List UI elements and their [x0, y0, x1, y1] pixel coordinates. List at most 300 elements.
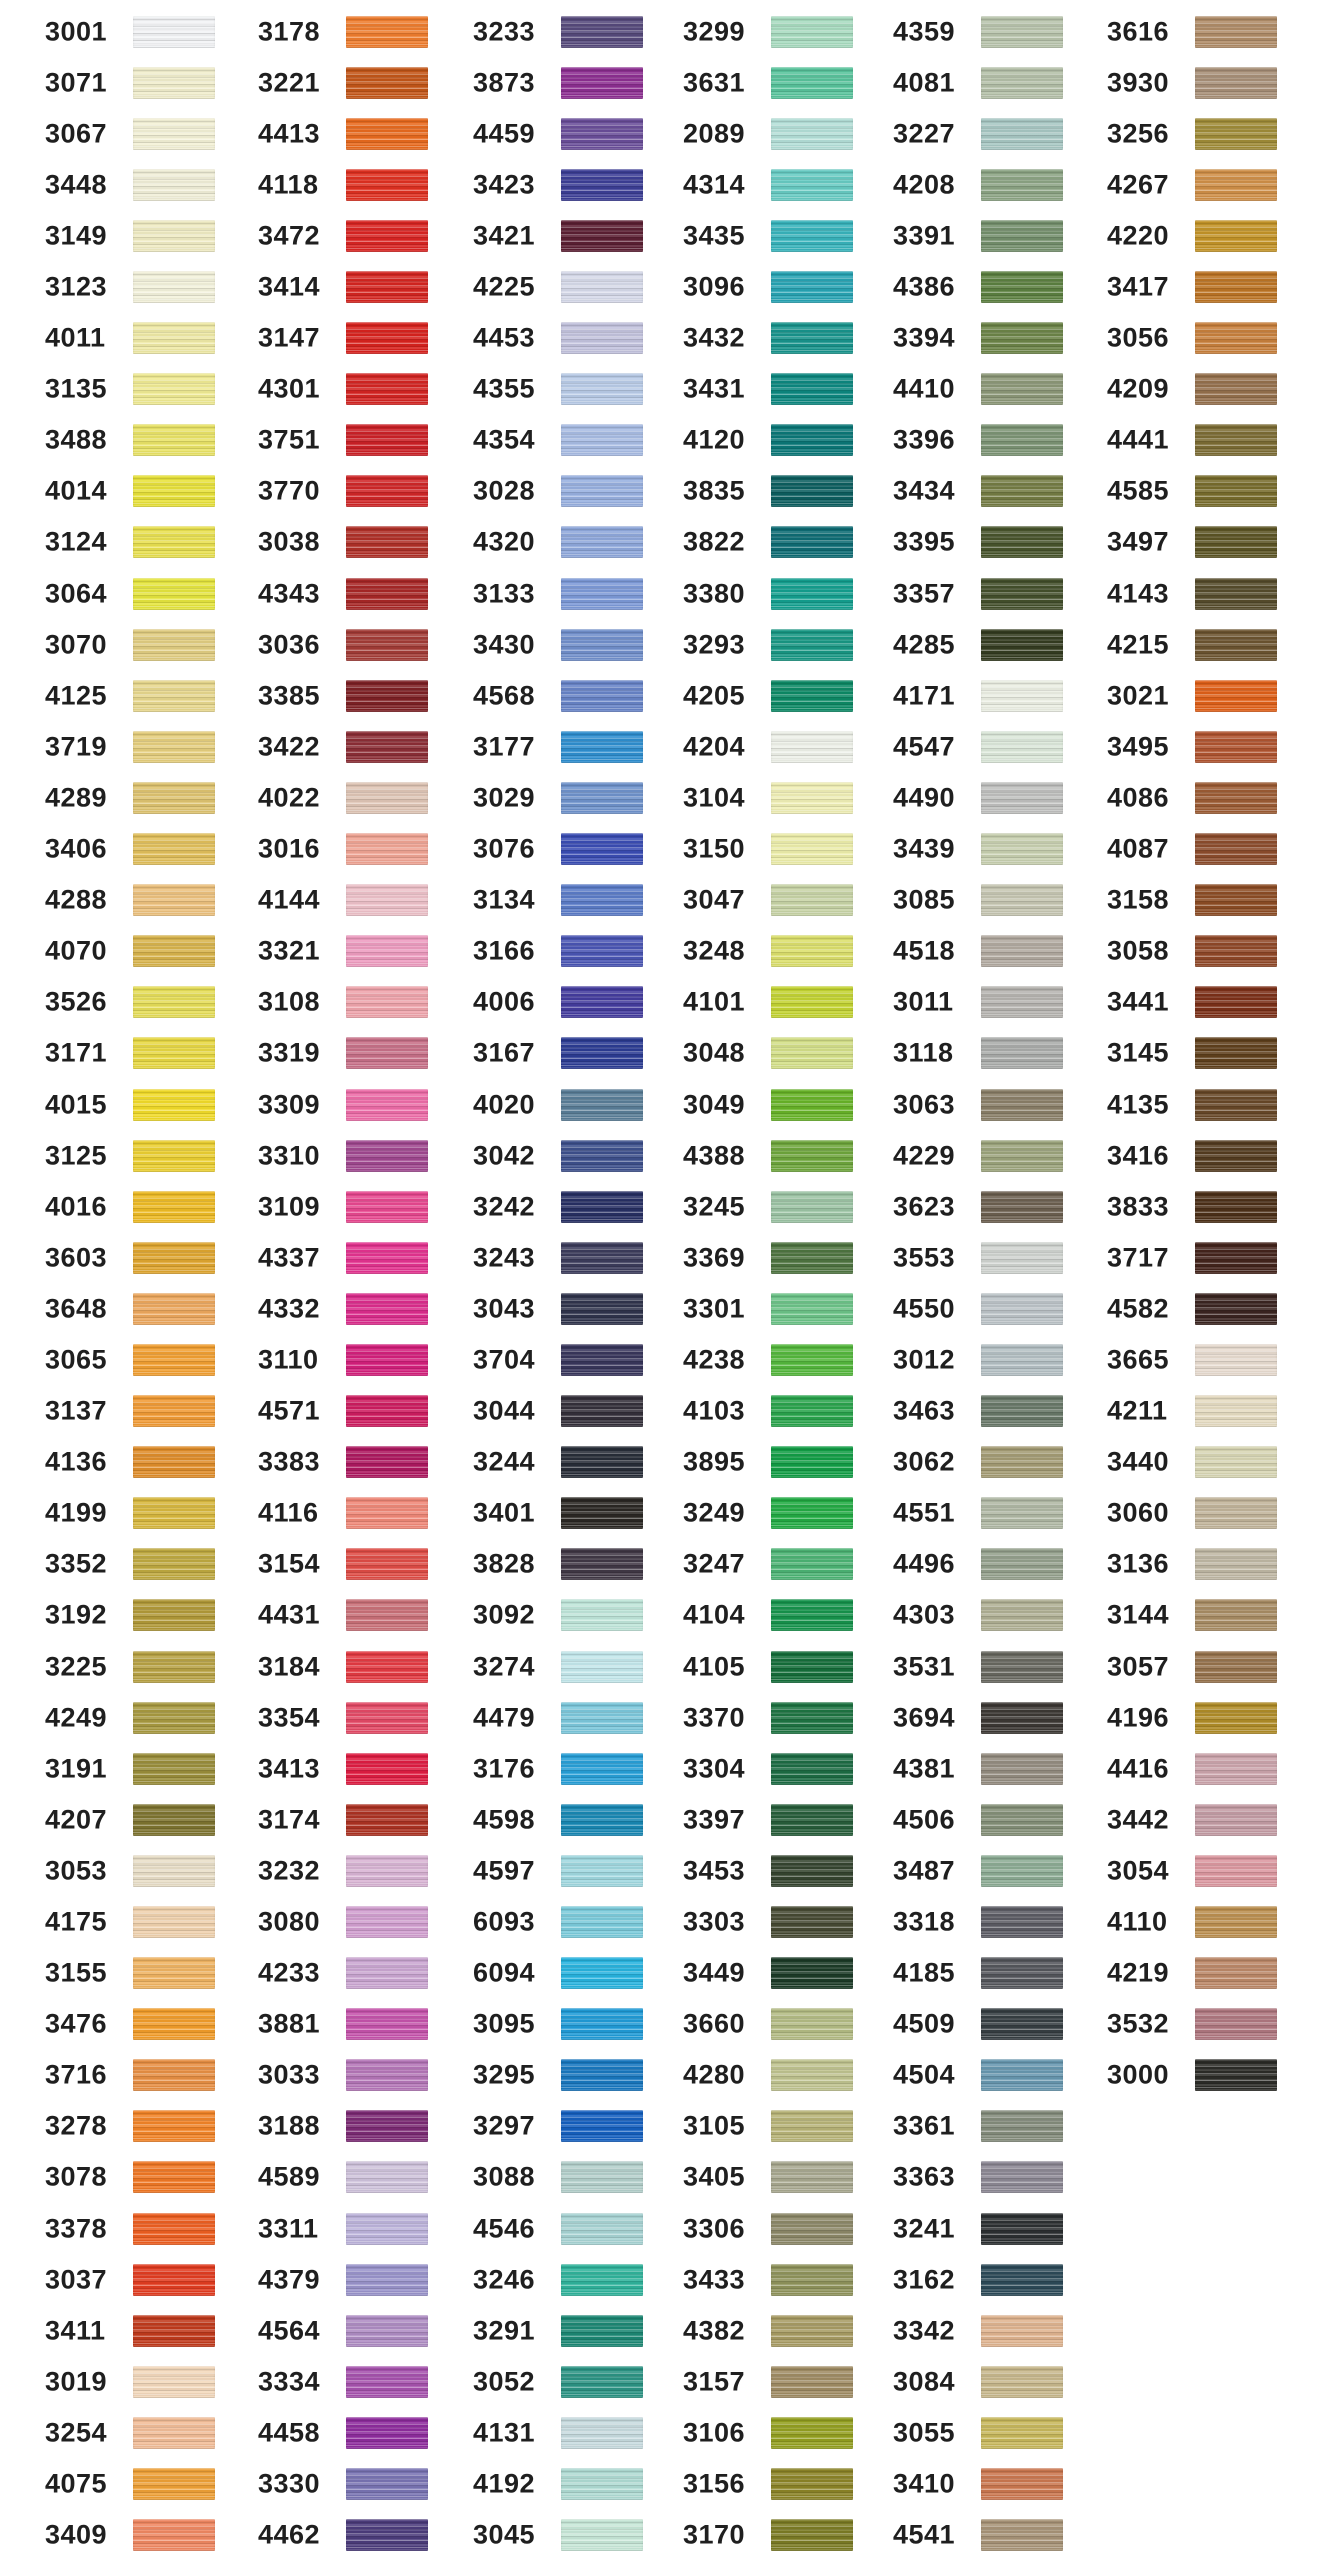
thread-swatch: [981, 1395, 1063, 1427]
thread-entry: [473, 2356, 673, 2407]
thread-entry: [893, 1692, 1093, 1743]
thread-swatch: [771, 2468, 853, 2500]
thread-column-1: [45, 6, 245, 2561]
thread-swatch: [133, 1446, 215, 1478]
thread-swatch: [133, 731, 215, 763]
thread-entry: [683, 1232, 883, 1283]
thread-swatch: [561, 2417, 643, 2449]
thread-entry: [683, 415, 883, 466]
thread-entry: [893, 2407, 1093, 2458]
thread-entry: [45, 415, 245, 466]
thread-code: 4597: [473, 1855, 536, 1886]
thread-entry: [473, 977, 673, 1028]
thread-swatch: [981, 1855, 1063, 1887]
thread-code: 4314: [683, 169, 746, 200]
thread-code: 4209: [1107, 373, 1170, 404]
thread-code: 3309: [258, 1089, 321, 1120]
thread-swatch: [346, 2519, 428, 2551]
thread-entry: [258, 1181, 458, 1232]
thread-code: 3191: [45, 1753, 108, 1784]
thread-code: 4143: [1107, 578, 1170, 609]
thread-entry: [258, 1028, 458, 1079]
thread-swatch: [981, 1242, 1063, 1274]
thread-entry: [473, 57, 673, 108]
thread-swatch: [346, 1037, 428, 1069]
thread-swatch: [346, 884, 428, 916]
thread-entry: [258, 415, 458, 466]
thread-code: 3167: [473, 1037, 536, 1068]
thread-entry: [45, 721, 245, 772]
thread-entry: [1107, 721, 1307, 772]
thread-swatch: [346, 2264, 428, 2296]
thread-swatch: [981, 1191, 1063, 1223]
thread-code: 3076: [473, 833, 536, 864]
thread-swatch: [346, 833, 428, 865]
thread-code: 3064: [45, 578, 108, 609]
thread-entry: [1107, 57, 1307, 108]
thread-swatch: [561, 2468, 643, 2500]
thread-entry: [893, 159, 1093, 210]
thread-code: 6094: [473, 1957, 536, 1988]
thread-entry: [258, 1079, 458, 1130]
thread-swatch: [771, 1140, 853, 1172]
thread-entry: [473, 1028, 673, 1079]
thread-entry: [1107, 1590, 1307, 1641]
thread-swatch: [133, 16, 215, 48]
thread-entry: [683, 619, 883, 670]
thread-code: 4496: [893, 1548, 956, 1579]
thread-entry: [683, 1539, 883, 1590]
thread-swatch: [133, 1702, 215, 1734]
thread-code: 3033: [258, 2059, 321, 2090]
thread-entry: [1107, 1794, 1307, 1845]
thread-code: 4582: [1107, 1293, 1170, 1324]
thread-code: 4416: [1107, 1753, 1170, 1784]
thread-code: 3192: [45, 1599, 108, 1630]
thread-code: 3299: [683, 16, 746, 47]
thread-swatch: [133, 629, 215, 661]
thread-swatch: [346, 2213, 428, 2245]
thread-code: 3248: [683, 935, 746, 966]
thread-column-6: [1107, 6, 1307, 2101]
thread-swatch: [1195, 67, 1277, 99]
thread-swatch: [346, 1651, 428, 1683]
thread-swatch: [346, 322, 428, 354]
thread-swatch: [981, 1651, 1063, 1683]
thread-entry: [45, 2101, 245, 2152]
thread-entry: [1107, 364, 1307, 415]
thread-code: 4070: [45, 935, 108, 966]
thread-code: 3394: [893, 322, 956, 353]
thread-code: 3109: [258, 1191, 321, 1222]
thread-entry: [473, 364, 673, 415]
thread-entry: [1107, 6, 1307, 57]
thread-code: 4386: [893, 271, 956, 302]
thread-entry: [1107, 1692, 1307, 1743]
thread-swatch: [346, 1906, 428, 1938]
thread-swatch: [771, 67, 853, 99]
thread-swatch: [981, 1906, 1063, 1938]
thread-swatch: [771, 526, 853, 558]
thread-entry: [473, 1386, 673, 1437]
thread-code: 3319: [258, 1037, 321, 1068]
thread-entry: [258, 313, 458, 364]
thread-swatch: [133, 2110, 215, 2142]
thread-entry: [1107, 517, 1307, 568]
thread-swatch: [981, 986, 1063, 1018]
thread-swatch: [133, 1957, 215, 1989]
thread-swatch: [133, 2008, 215, 2040]
thread-entry: [893, 1896, 1093, 1947]
thread-swatch: [981, 1037, 1063, 1069]
thread-code: 4118: [258, 169, 319, 200]
thread-entry: [258, 466, 458, 517]
thread-code: 3227: [893, 118, 956, 149]
thread-code: 3070: [45, 629, 108, 660]
thread-code: 3085: [893, 884, 956, 915]
thread-entry: [258, 619, 458, 670]
thread-entry: [1107, 1948, 1307, 1999]
thread-swatch: [346, 118, 428, 150]
thread-code: 4301: [258, 373, 321, 404]
thread-entry: [45, 1079, 245, 1130]
thread-swatch: [1195, 526, 1277, 558]
thread-swatch: [561, 1804, 643, 1836]
thread-swatch: [1195, 1804, 1277, 1836]
thread-entry: [1107, 1743, 1307, 1794]
thread-entry: [683, 1743, 883, 1794]
thread-entry: [1107, 926, 1307, 977]
thread-entry: [473, 875, 673, 926]
thread-swatch: [771, 2519, 853, 2551]
thread-code: 3472: [258, 220, 321, 251]
thread-code: 4104: [683, 1599, 746, 1630]
thread-entry: [45, 1283, 245, 1334]
thread-swatch: [981, 2366, 1063, 2398]
thread-entry: [258, 721, 458, 772]
thread-entry: [683, 313, 883, 364]
thread-code: 4379: [258, 2264, 321, 2295]
thread-swatch: [981, 2110, 1063, 2142]
thread-swatch: [561, 2315, 643, 2347]
thread-code: 3049: [683, 1089, 746, 1120]
thread-swatch: [133, 322, 215, 354]
thread-code: 3304: [683, 1753, 746, 1784]
thread-entry: [473, 2203, 673, 2254]
thread-code: 3052: [473, 2366, 536, 2397]
thread-code: 3881: [258, 2008, 321, 2039]
thread-swatch: [561, 16, 643, 48]
thread-entry: [683, 1283, 883, 1334]
thread-code: 4196: [1107, 1702, 1170, 1733]
thread-entry: [473, 824, 673, 875]
thread-entry: [258, 1692, 458, 1743]
thread-code: 4285: [893, 629, 956, 660]
thread-entry: [473, 1488, 673, 1539]
thread-entry: [45, 926, 245, 977]
thread-swatch: [1195, 680, 1277, 712]
thread-column-3: [473, 6, 673, 2561]
thread-swatch: [1195, 1599, 1277, 1631]
thread-swatch: [1195, 1753, 1277, 1785]
thread-swatch: [981, 782, 1063, 814]
thread-code: 3047: [683, 884, 746, 915]
thread-entry: [473, 108, 673, 159]
thread-entry: [1107, 261, 1307, 312]
thread-entry: [258, 1794, 458, 1845]
thread-code: 3062: [893, 1446, 956, 1477]
thread-entry: [893, 1437, 1093, 1488]
thread-entry: [258, 926, 458, 977]
thread-swatch: [133, 1242, 215, 1274]
thread-entry: [45, 1181, 245, 1232]
thread-code: 4280: [683, 2059, 746, 2090]
thread-entry: [45, 57, 245, 108]
thread-swatch: [133, 2366, 215, 2398]
thread-entry: [45, 517, 245, 568]
thread-code: 4343: [258, 578, 321, 609]
thread-entry: [683, 2050, 883, 2101]
thread-code: 4431: [258, 1599, 321, 1630]
thread-swatch: [133, 526, 215, 558]
thread-code: 3495: [1107, 731, 1170, 762]
thread-code: 4204: [683, 731, 746, 762]
thread-entry: [893, 364, 1093, 415]
thread-code: 3423: [473, 169, 536, 200]
thread-entry: [683, 2101, 883, 2152]
thread-swatch: [771, 2161, 853, 2193]
thread-code: 3463: [893, 1395, 956, 1426]
thread-code: 4289: [45, 782, 108, 813]
thread-entry: [893, 313, 1093, 364]
thread-entry: [1107, 977, 1307, 1028]
thread-code: 3247: [683, 1548, 746, 1579]
thread-entry: [45, 1692, 245, 1743]
thread-code: 3334: [258, 2366, 321, 2397]
thread-code: 3092: [473, 1599, 536, 1630]
thread-swatch: [981, 1548, 1063, 1580]
thread-entry: [473, 1794, 673, 1845]
thread-swatch: [981, 1497, 1063, 1529]
thread-swatch: [133, 1395, 215, 1427]
thread-swatch: [981, 2161, 1063, 2193]
thread-entry: [473, 1130, 673, 1181]
thread-code: 3648: [45, 1293, 108, 1324]
thread-entry: [258, 2459, 458, 2510]
thread-code: 3716: [45, 2059, 108, 2090]
thread-code: 3383: [258, 1446, 321, 1477]
thread-swatch: [1195, 424, 1277, 456]
thread-code: 3000: [1107, 2059, 1170, 2090]
thread-entry: [473, 2050, 673, 2101]
thread-code: 3354: [258, 1702, 321, 1733]
thread-code: 4192: [473, 2468, 536, 2499]
thread-code: 4220: [1107, 220, 1170, 251]
thread-swatch: [561, 935, 643, 967]
thread-swatch: [771, 1395, 853, 1427]
thread-code: 4459: [473, 118, 536, 149]
thread-code: 3488: [45, 424, 108, 455]
thread-code: 4410: [893, 373, 956, 404]
thread-entry: [45, 2510, 245, 2561]
thread-entry: [893, 875, 1093, 926]
thread-entry: [258, 1999, 458, 2050]
thread-swatch: [133, 1855, 215, 1887]
thread-entry: [1107, 1437, 1307, 1488]
thread-swatch: [981, 2264, 1063, 2296]
thread-swatch: [133, 1089, 215, 1121]
thread-swatch: [981, 1344, 1063, 1376]
thread-code: 3553: [893, 1242, 956, 1273]
thread-code: 4303: [893, 1599, 956, 1630]
thread-entry: [893, 2254, 1093, 2305]
thread-code: 4550: [893, 1293, 956, 1324]
thread-entry: [1107, 415, 1307, 466]
thread-code: 3245: [683, 1191, 746, 1222]
thread-code: 3603: [45, 1242, 108, 1273]
thread-swatch: [346, 1242, 428, 1274]
thread-entry: [258, 1590, 458, 1641]
thread-entry: [683, 2459, 883, 2510]
thread-swatch: [1195, 1497, 1277, 1529]
thread-entry: [45, 824, 245, 875]
thread-code: 4564: [258, 2315, 321, 2346]
thread-swatch: [981, 2468, 1063, 2500]
thread-code: 3396: [893, 424, 956, 455]
thread-entry: [1107, 159, 1307, 210]
thread-swatch: [981, 1702, 1063, 1734]
thread-swatch: [771, 1651, 853, 1683]
thread-entry: [683, 517, 883, 568]
thread-swatch: [981, 578, 1063, 610]
thread-entry: [258, 261, 458, 312]
thread-swatch: [981, 2417, 1063, 2449]
thread-entry: [45, 1437, 245, 1488]
thread-code: 4249: [45, 1702, 108, 1733]
thread-entry: [45, 313, 245, 364]
thread-entry: [893, 619, 1093, 670]
thread-swatch: [561, 169, 643, 201]
thread-swatch: [561, 1651, 643, 1683]
thread-entry: [893, 926, 1093, 977]
thread-code: 3044: [473, 1395, 536, 1426]
thread-swatch: [133, 373, 215, 405]
thread-swatch: [981, 373, 1063, 405]
thread-swatch: [771, 1191, 853, 1223]
thread-swatch: [981, 2315, 1063, 2347]
thread-swatch: [346, 271, 428, 303]
thread-code: 3391: [893, 220, 956, 251]
thread-code: 3352: [45, 1548, 108, 1579]
thread-code: 3147: [258, 322, 321, 353]
thread-code: 4546: [473, 2213, 536, 2244]
thread-entry: [45, 2305, 245, 2356]
thread-code: 4332: [258, 1293, 321, 1324]
thread-entry: [258, 1232, 458, 1283]
thread-swatch: [133, 833, 215, 865]
thread-swatch: [771, 1855, 853, 1887]
thread-code: 4081: [893, 67, 956, 98]
thread-swatch: [346, 1446, 428, 1478]
thread-swatch: [771, 833, 853, 865]
thread-entry: [683, 210, 883, 261]
thread-entry: [45, 619, 245, 670]
thread-swatch: [1195, 1140, 1277, 1172]
thread-swatch: [981, 833, 1063, 865]
thread-swatch: [133, 271, 215, 303]
thread-code: 4185: [893, 1957, 956, 1988]
thread-entry: [893, 261, 1093, 312]
thread-code: 3616: [1107, 16, 1170, 47]
thread-entry: [893, 1232, 1093, 1283]
thread-code: 4105: [683, 1651, 746, 1682]
thread-code: 4458: [258, 2417, 321, 2448]
thread-entry: [45, 772, 245, 823]
thread-swatch: [771, 578, 853, 610]
thread-swatch: [346, 1140, 428, 1172]
thread-entry: [893, 415, 1093, 466]
thread-swatch: [561, 1753, 643, 1785]
thread-code: 3306: [683, 2213, 746, 2244]
thread-swatch: [1195, 1395, 1277, 1427]
thread-entry: [45, 2407, 245, 2458]
thread-entry: [473, 210, 673, 261]
thread-code: 3439: [893, 833, 956, 864]
thread-code: 3532: [1107, 2008, 1170, 2039]
thread-swatch: [133, 1906, 215, 1938]
thread-entry: [258, 772, 458, 823]
thread-entry: [473, 415, 673, 466]
thread-swatch: [346, 1293, 428, 1325]
thread-entry: [893, 2510, 1093, 2561]
thread-swatch: [981, 1804, 1063, 1836]
thread-entry: [1107, 1641, 1307, 1692]
thread-entry: [683, 2356, 883, 2407]
thread-code: 3176: [473, 1753, 536, 1784]
thread-code: 4568: [473, 680, 536, 711]
thread-code: 4022: [258, 782, 321, 813]
thread-swatch: [981, 680, 1063, 712]
thread-code: 3137: [45, 1395, 108, 1426]
thread-entry: [683, 1948, 883, 1999]
thread-code: 3067: [45, 118, 108, 149]
thread-swatch: [561, 2161, 643, 2193]
thread-code: 4103: [683, 1395, 746, 1426]
thread-entry: [45, 1845, 245, 1896]
thread-swatch: [771, 1753, 853, 1785]
thread-entry: [45, 1794, 245, 1845]
thread-entry: [473, 1079, 673, 1130]
thread-code: 3378: [45, 2213, 108, 2244]
thread-entry: [45, 159, 245, 210]
thread-entry: [45, 2254, 245, 2305]
thread-swatch: [133, 2417, 215, 2449]
thread-code: 3174: [258, 1804, 321, 1835]
thread-code: 3433: [683, 2264, 746, 2295]
thread-code: 3704: [473, 1344, 536, 1375]
thread-swatch: [133, 782, 215, 814]
thread-entry: [473, 1999, 673, 2050]
thread-swatch: [346, 1702, 428, 1734]
thread-swatch: [561, 271, 643, 303]
thread-code: 3037: [45, 2264, 108, 2295]
thread-code: 3001: [45, 16, 108, 47]
thread-code: 4490: [893, 782, 956, 813]
thread-entry: [473, 1437, 673, 1488]
thread-code: 3162: [893, 2264, 956, 2295]
thread-code: 3295: [473, 2059, 536, 2090]
thread-swatch: [771, 2213, 853, 2245]
